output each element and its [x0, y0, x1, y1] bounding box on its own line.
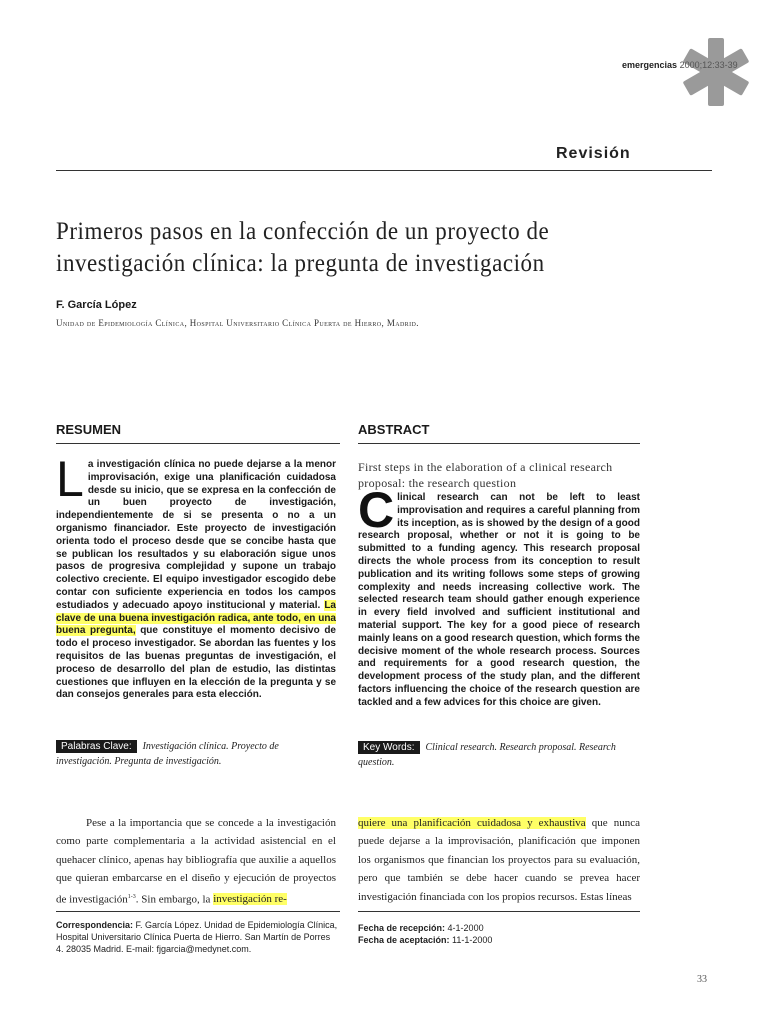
- body-left-column: [56, 814, 336, 909]
- abstract-rule: [358, 443, 640, 444]
- title-line-2: investigación clínica: la pregunta de investigación: [56, 250, 545, 277]
- body-left-highlight: investigación re-: [213, 893, 287, 906]
- body-left-ref: 1-3: [127, 893, 136, 900]
- author: F. García López: [56, 299, 137, 311]
- resumen-text-after: que constituye el momento decisivo de todo el proceso investigador. Se abordan las fuentes y los requisitos de las buenas preguntas de investigación, el proceso de desarrollo del plan de estudio, las distintas cuestiones que influyen en la elección de la pregunta y se dan consejos generales para esta elección.: [56, 625, 336, 701]
- resumen-keywords: [56, 739, 336, 769]
- resumen-heading: RESUMEN: [56, 422, 122, 437]
- journal-citation: [622, 60, 738, 70]
- received-label: Fecha de recepción:: [358, 923, 446, 933]
- corr-text: F. García López. Unidad de Epidemiología Clínica, Hospital Universitario Clínica Puerta de Hierro. San Martín de Porres 4. 28035 Madrid. E-mail: fjgarcia@medynet.com.: [56, 920, 338, 954]
- resumen-dropcap: L: [56, 451, 84, 507]
- accepted-row: [358, 934, 640, 946]
- accepted-label: Fecha de aceptación:: [358, 935, 450, 945]
- key-words-text: Clinical research. Research proposal. Research question.: [358, 742, 616, 768]
- body-right-column: [358, 814, 640, 906]
- received-row: [358, 922, 640, 934]
- palabras-clave-label: Palabras Clave:: [56, 740, 137, 753]
- journal-name: emergencias: [622, 60, 678, 70]
- dates-rule: [358, 911, 640, 912]
- body-left-mid: . Sin embargo, la: [135, 893, 214, 906]
- journal-volume: 2000;12:33-39: [679, 60, 738, 70]
- accepted-date: 11-1-2000: [452, 935, 493, 945]
- dates: [358, 922, 640, 946]
- resumen-rule: [56, 443, 340, 444]
- section-label: Revisión: [556, 145, 631, 162]
- affiliation: Unidad de Epidemiología Clínica, Hospital Universitario Clínica Puerta de Hierro, Madrid.: [56, 318, 419, 328]
- page-number: 33: [697, 974, 707, 985]
- emergencias-star-logo-icon: [680, 36, 752, 108]
- abstract-body: linical research can not be left to least improvisation and requires a careful planning from its inception, as is showed by the design of a good research proposal, whether or not it is going to be submitted to a funding agency. This research proposal directs the whole process from its conception to result publication and its writing follows some steps of growing complexity and needs increasing collective work. The selected research team should gather enough experience in every field involved and sufficient institutional and material support. The key for a good piece of research mainly leans on a good research question, which forms the decisive moment of the whole research process. Sources and requirements for a good research question, the development process of the study plan, and the different factors influencing the choice of the research question are tackled and a few advices for this choice are given.: [358, 492, 640, 708]
- body-right-highlight: quiere una planificación cuidadosa y exhaustiva: [358, 817, 586, 829]
- abstract-text: [358, 482, 640, 710]
- body-left-text: Pese a la importancia que se concede a la investigación como parte complementaria a la actividad asistencial en el quehacer clínico, apenas hay bibliografía que auxilie a aquellos que quieran embarcarse en el diseño y ejecución de proyectos de investigación: [56, 817, 336, 906]
- correspondence: [56, 919, 340, 955]
- resumen-text: [56, 451, 336, 702]
- palabras-clave-text: Investigación clínica. Proyecto de investigación. Pregunta de investigación.: [56, 741, 279, 767]
- header-rule: [56, 170, 712, 171]
- abstract-dropcap: C: [358, 482, 395, 538]
- resumen-highlight: La clave de una buena investigación radica, ante todo, en una buena pregunta,: [56, 599, 336, 637]
- abstract-keywords: [358, 740, 640, 770]
- received-date: 4-1-2000: [447, 923, 484, 933]
- title-line-1: Primeros pasos en la confección de un proyecto de: [56, 218, 550, 245]
- resumen-text-before: a investigación clínica no puede dejarse a la menor improvisación, exige una planificación cuidadosa desde su inicio, que se expresa en la confección de un buen proyecto de investigación, independientemente de si se presenta o no a un organismo financiador. Este proyecto de investigación orienta todo el proceso desde que se concibe hasta que se publican los resultados y su elaboración sigue unos pasos de progresiva complejidad y supone un trabajo colectivo creciente. El equipo investigador escogido debe contar con suficiente experiencia en todos los campos estudiados y adecuado apoyo institucional y material.: [56, 459, 336, 611]
- corr-rule: [56, 911, 340, 912]
- key-words-label: Key Words:: [358, 741, 420, 754]
- article-title: [56, 216, 663, 280]
- abstract-subtitle: First steps in the elaboration of a clinical research proposal: the research question: [358, 460, 613, 490]
- body-right-text: que nunca puede dejarse a la improvisación, planificación que imponen los organismos que financian los proyectos para su evaluación, pero que también se debe hacer cuando se prevea hacer investigación financiada con los propios recursos. Estas líneas: [358, 817, 640, 903]
- corr-label: Correspondencia:: [56, 920, 134, 930]
- abstract-heading: ABSTRACT: [358, 422, 430, 437]
